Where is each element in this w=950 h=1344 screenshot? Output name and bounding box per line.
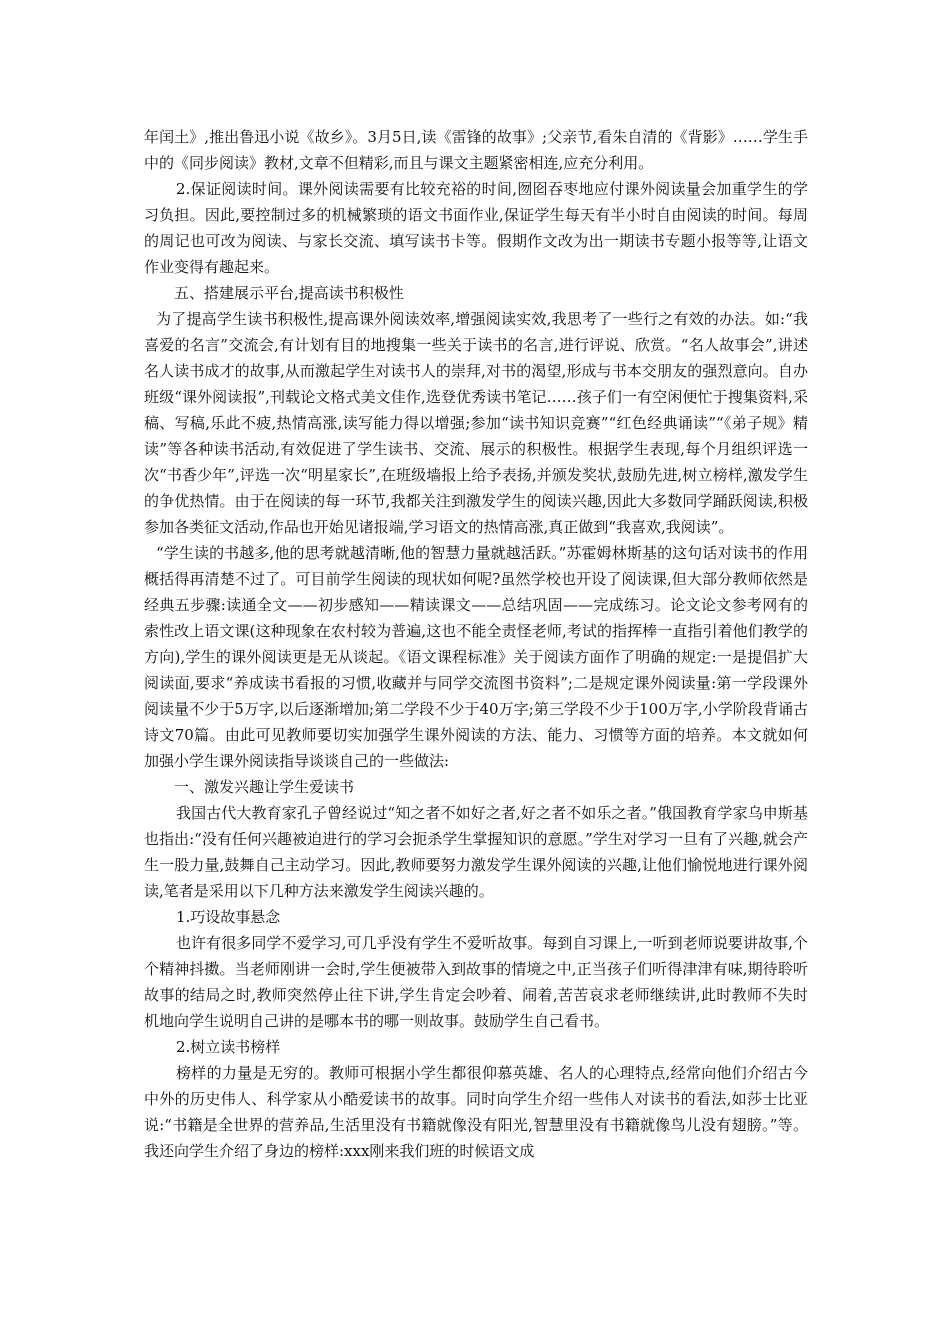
subsection-heading: 1.巧设故事悬念 (176, 908, 281, 926)
section-heading: 五、搭建展示平台,提高读书积极性 (174, 284, 404, 302)
paragraph: 也许有很多同学不爱学习,可几乎没有学生不爱听故事。每到自习课上,一听到老师说要讲故事,个个精神抖擞。当老师刚讲一会时,学生便被带入到故事的情境之中,正当孩子们听得津津有味,期待聆听故事的结局之时,教师突然停止往下讲,学生肯定会吵着、闹着,苦苦哀求老师继续讲,此时教师不失时机地向学生说明自己讲的是哪本书的哪一则故事。鼓励学生自己看书。 (144, 934, 808, 1030)
section-heading: 一、激发兴趣让学生爱读书 (174, 778, 355, 796)
paragraph: 榜样的力量是无穷的。教师可根据小学生都很仰慕英雄、名人的心理特点,经常向他们介绍古今中外的历史伟人、科学家从小酷爱读书的故事。同时向学生介绍一些伟人对读书的看法,如莎士比亚说:“书籍是全世界的营养品,生活里没有书籍就像没有阳光,智慧里没有书籍就像鸟儿没有翅膀。”等。我还向学生介绍了身边的榜样:xxx刚来我们班的时候语文成 (144, 1064, 808, 1160)
paragraph: 我国古代大教育家孔子曾经说过“知之者不如好之者,好之者不如乐之者。”俄国教育学家乌申斯基也指出:“没有任何兴趣被迫进行的学习会扼杀学生掌握知识的意愿。”学生对学习一旦有了兴趣,就会产生一股力量,鼓舞自己主动学习。因此,教师要努力激发学生课外阅读的兴趣,让他们愉悦地进行课外阅读,笔者是采用以下几种方法来激发学生阅读兴趣的。 (144, 804, 808, 900)
document-body (144, 124, 808, 1164)
paragraph: 年闰土》,推出鲁迅小说《故乡》。3月5日,读《雷锋的故事》;父亲节,看朱自清的《背影》……学生手中的《同步阅读》教材,文章不但精彩,而且与课文主题紧密相连,应充分利用。 (144, 128, 808, 172)
paragraph: 2.保证阅读时间。课外阅读需要有比较充裕的时间,囫囵吞枣地应付课外阅读量会加重学生的学习负担。因此,要控制过多的机械繁琐的语文书面作业,保证学生每天有半小时自由阅读的时间。每周的周记也可改为阅读、与家长交流、填写读书卡等。假期作文改为出一期读书专题小报等等,让语文作业变得有趣起来。 (144, 180, 808, 276)
paragraph: “学生读的书越多,他的思考就越清晰,他的智慧力量就越活跃。”苏霍姆林斯基的这句话对读书的作用概括得再清楚不过了。可目前学生阅读的现状如何呢?虽然学校也开设了阅读课,但大部分教师依然是经典五步骤:读通全文——初步感知——精读课文——总结巩固——完成练习。论文论文参考网有的索性改上语文课(这种现象在农村较为普遍,这也不能全责怪老师,考试的指挥棒一直指引着他们教学的方向),学生的课外阅读更是无从谈起。《语文课程标准》关于阅读方面作了明确的规定:一是提倡扩大阅读面,要求“养成读书看报的习惯,收藏并与同学交流图书资料”;二是规定课外阅读量:第一学段课外阅读量不少于5万字,以后逐渐增加;第二学段不少于40万字;第三学段不少于100万字,小学阶段背诵古诗文70篇。由此可见教师要切实加强学生课外阅读的方法、能力、习惯等方面的培养。本文就如何加强小学生课外阅读指导谈谈自己的一些做法: (144, 544, 808, 770)
paragraph: 为了提高学生读书积极性,提高课外阅读效率,增强阅读实效,我思考了一些行之有效的办法。如:“我喜爱的名言”交流会,有计划有目的地搜集一些关于读书的名言,进行评说、欣赏。“名人故事会”,讲述名人读书成才的故事,从而激起学生对读书人的崇拜,对书的渴望,形成与书本交朋友的强烈意向。自办班级“课外阅读报”,刊载论文格式美文佳作,选登优秀读书笔记……孩子们一有空闲便忙于搜集资料,采稿、写稿,乐此不疲,热情高涨,读写能力得以增强;参加“读书知识竞赛”“红色经典诵读”“《弟子规》精读”等各种读书活动,有效促进了学生读书、交流、展示的积极性。根据学生表现,每个月组织评选一次“书香少年”,评选一次“明星家长”,在班级墙报上给予表扬,并颁发奖状,鼓励先进,树立榜样,激发学生的争优热情。由于在阅读的每一环节,我都关注到激发学生的阅读兴趣,因此大多数同学踊跃阅读,积极参加各类征文活动,作品也开始见诸报端,学习语文的热情高涨,真正做到“我喜欢,我阅读”。 (144, 310, 808, 536)
subsection-heading: 2.树立读书榜样 (176, 1038, 281, 1056)
